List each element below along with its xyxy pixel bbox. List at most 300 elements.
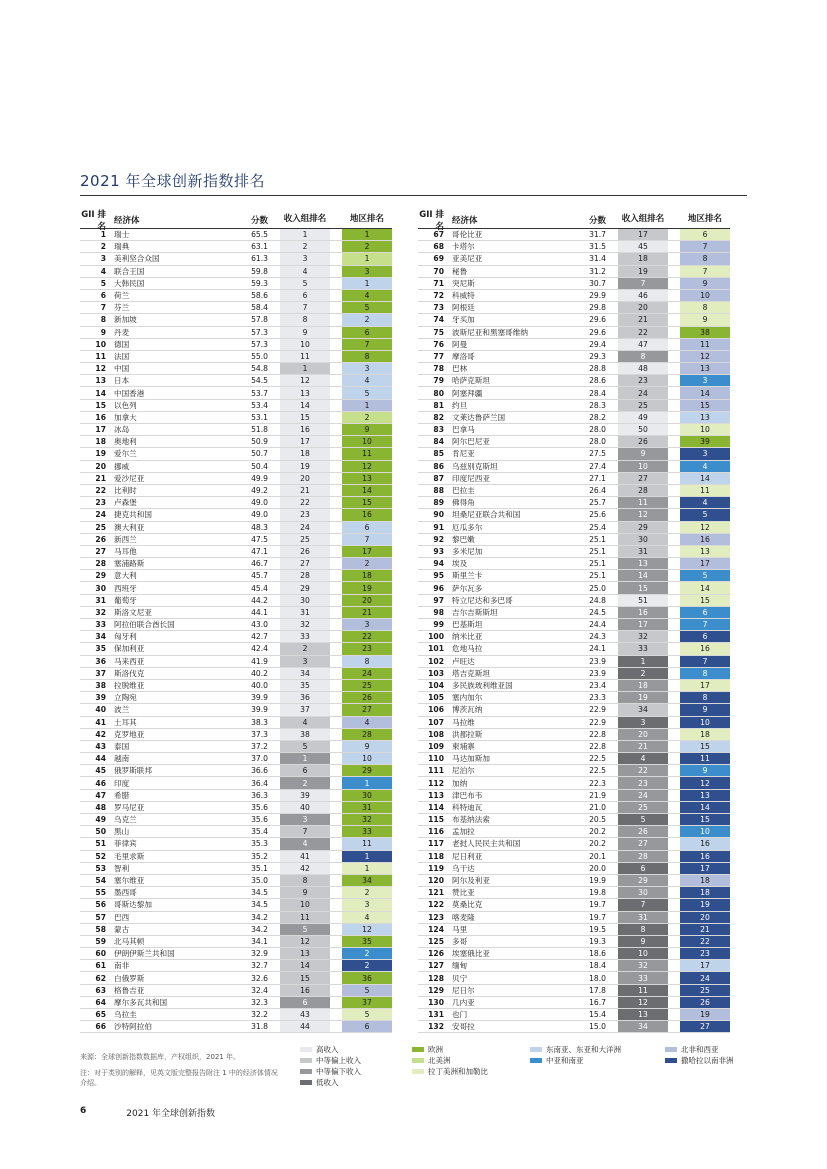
economy-cell: 坦桑尼亚联合共和国 — [452, 510, 521, 520]
region-rank-cell: 9 — [342, 424, 392, 435]
income-rank-cell: 26 — [280, 546, 330, 557]
region-rank-cell: 4 — [680, 497, 730, 508]
income-rank-cell: 1 — [280, 229, 330, 240]
legend-item — [665, 1055, 734, 1066]
score-cell: 58.4 — [251, 303, 268, 313]
rank-cell: 56 — [95, 900, 106, 910]
economy-cell: 葡萄牙 — [114, 595, 137, 605]
region-rank-cell: 15 — [680, 741, 730, 752]
rank-cell: 68 — [433, 242, 444, 252]
economy-cell: 新加坡 — [114, 315, 137, 325]
region-rank-cell: 24 — [680, 972, 730, 983]
score-cell: 35.2 — [251, 851, 268, 861]
rank-cell: 86 — [433, 461, 444, 471]
rank-cell: 66 — [95, 1022, 106, 1032]
table-row — [418, 887, 730, 899]
score-cell: 22.5 — [589, 766, 606, 776]
rank-cell: 18 — [95, 437, 106, 447]
income-rank-cell: 25 — [280, 534, 330, 545]
rank-cell: 109 — [428, 741, 444, 751]
region-rank-cell: 9 — [342, 741, 392, 752]
score-cell: 50.4 — [251, 461, 268, 471]
rank-cell: 61 — [95, 961, 106, 971]
economy-cell: 巴基斯坦 — [452, 620, 483, 630]
rank-cell: 58 — [95, 924, 106, 934]
table-row — [80, 266, 392, 278]
rank-cell: 105 — [428, 693, 444, 703]
economy-cell: 北马其顿 — [114, 936, 145, 946]
economy-cell: 摩洛哥 — [452, 351, 475, 361]
economy-cell: 法国 — [114, 351, 130, 361]
economy-cell: 尼日尔 — [452, 985, 475, 995]
table-row — [418, 290, 730, 302]
region-rank-cell: 29 — [342, 765, 392, 776]
region-rank-cell: 10 — [680, 424, 730, 435]
rank-cell: 132 — [428, 1022, 444, 1032]
rank-cell: 106 — [428, 705, 444, 715]
economy-cell: 尼日利亚 — [452, 851, 483, 861]
legend-label: 低收入 — [316, 1078, 339, 1087]
economy-cell: 约旦 — [452, 400, 468, 410]
region-rank-cell: 7 — [342, 339, 392, 350]
income-rank-cell: 33 — [618, 972, 668, 983]
economy-cell: 斯洛文尼亚 — [114, 607, 152, 617]
income-rank-cell: 14 — [280, 960, 330, 971]
legend-item — [412, 1055, 488, 1066]
region-rank-cell: 14 — [680, 582, 730, 593]
table-row — [418, 1021, 730, 1033]
region-rank-cell: 23 — [680, 948, 730, 959]
score-cell: 29.8 — [589, 303, 606, 313]
economy-cell: 纳米比亚 — [452, 632, 483, 642]
region-rank-cell: 3 — [342, 266, 392, 277]
rank-cell: 84 — [433, 437, 444, 447]
economy-cell: 乌克兰 — [114, 815, 137, 825]
rank-cell: 31 — [95, 595, 106, 605]
rank-cell: 8 — [100, 315, 106, 325]
region-rank-cell: 11 — [342, 838, 392, 849]
score-cell: 17.8 — [589, 985, 606, 995]
income-rank-cell: 42 — [280, 863, 330, 874]
income-rank-cell: 9 — [618, 936, 668, 947]
score-cell: 48.3 — [251, 522, 268, 532]
rank-cell: 6 — [100, 291, 106, 301]
economy-cell: 阿曼 — [452, 339, 468, 349]
income-rank-cell: 44 — [280, 1021, 330, 1032]
region-rank-cell: 4 — [680, 461, 730, 472]
table-row — [80, 863, 392, 875]
legend-swatch — [300, 1058, 312, 1063]
score-cell: 25.0 — [589, 583, 606, 593]
table-row — [80, 899, 392, 911]
rank-cell: 36 — [95, 656, 106, 666]
score-cell: 54.8 — [251, 364, 268, 374]
rank-cell: 70 — [433, 266, 444, 276]
region-rank-cell: 16 — [680, 838, 730, 849]
income-rank-cell: 7 — [618, 278, 668, 289]
income-rank-cell: 4 — [618, 753, 668, 764]
rank-cell: 17 — [95, 425, 106, 435]
economy-cell: 智利 — [114, 863, 130, 873]
table-row — [80, 912, 392, 924]
rank-cell: 96 — [433, 583, 444, 593]
income-rank-cell: 26 — [618, 436, 668, 447]
score-cell: 15.4 — [589, 1010, 606, 1020]
income-rank-cell: 2 — [280, 241, 330, 252]
score-cell: 53.4 — [251, 400, 268, 410]
income-rank-cell: 6 — [280, 290, 330, 301]
region-rank-cell: 11 — [680, 485, 730, 496]
income-rank-cell: 1 — [280, 753, 330, 764]
table-row — [80, 777, 392, 789]
income-rank-cell: 34 — [618, 1021, 668, 1032]
region-rank-cell: 4 — [342, 290, 392, 301]
region-rank-cell: 16 — [680, 643, 730, 654]
economy-cell: 芬兰 — [114, 303, 130, 313]
region-rank-cell: 10 — [680, 290, 730, 301]
table-row — [80, 448, 392, 460]
legend-label: 撒哈拉以南非洲 — [681, 1056, 734, 1065]
rank-cell: 12 — [95, 364, 106, 374]
score-cell: 49.0 — [251, 498, 268, 508]
table-row — [80, 729, 392, 741]
income-rank-cell: 39 — [280, 790, 330, 801]
economy-cell: 冰岛 — [114, 425, 130, 435]
economy-cell: 亚美尼亚 — [452, 254, 483, 264]
rank-cell: 55 — [95, 888, 106, 898]
region-rank-cell: 1 — [342, 229, 392, 240]
income-rank-cell: 7 — [280, 826, 330, 837]
income-rank-cell: 10 — [280, 339, 330, 350]
legend-label: 中亚和南亚 — [546, 1056, 584, 1065]
table-row — [418, 363, 730, 375]
rank-cell: 37 — [95, 668, 106, 678]
table-row — [418, 461, 730, 473]
economy-cell: 特立尼达和多巴哥 — [452, 595, 513, 605]
table-row — [80, 570, 392, 582]
income-rank-cell: 6 — [280, 997, 330, 1008]
page-footer — [80, 1106, 215, 1119]
income-rank-cell: 16 — [280, 985, 330, 996]
income-rank-cell: 5 — [280, 741, 330, 752]
income-rank-cell: 32 — [618, 960, 668, 971]
table-row — [80, 302, 392, 314]
income-rank-cell: 19 — [618, 266, 668, 277]
legend-item — [530, 1055, 621, 1066]
income-rank-cell: 33 — [618, 643, 668, 654]
region-rank-cell: 6 — [342, 1021, 392, 1032]
score-cell: 35.6 — [251, 802, 268, 812]
score-cell: 41.9 — [251, 656, 268, 666]
score-cell: 29.6 — [589, 315, 606, 325]
region-rank-cell: 11 — [680, 339, 730, 350]
economy-cell: 乌干达 — [452, 863, 475, 873]
rank-cell: 121 — [428, 888, 444, 898]
income-rank-cell: 1 — [280, 363, 330, 374]
rank-cell: 44 — [95, 754, 106, 764]
table-row — [80, 790, 392, 802]
table-row — [80, 497, 392, 509]
rank-cell: 21 — [95, 473, 106, 483]
score-cell: 19.7 — [589, 900, 606, 910]
table-row — [418, 717, 730, 729]
score-cell: 37.3 — [251, 729, 268, 739]
rank-cell: 111 — [428, 766, 444, 776]
table-row — [418, 387, 730, 399]
economy-cell: 哈萨克斯坦 — [452, 376, 490, 386]
table-row — [80, 643, 392, 655]
legend-swatch — [530, 1047, 542, 1052]
rank-cell: 131 — [428, 1010, 444, 1020]
rank-cell: 50 — [95, 827, 106, 837]
economy-cell: 塔吉克斯坦 — [452, 668, 490, 678]
economy-cell: 意大利 — [114, 571, 137, 581]
legend-swatch — [412, 1047, 424, 1052]
table-row — [418, 595, 730, 607]
economy-cell: 巴拉圭 — [452, 486, 475, 496]
income-rank-cell: 27 — [618, 838, 668, 849]
economy-cell: 阿根廷 — [452, 303, 475, 313]
score-cell: 28.0 — [589, 437, 606, 447]
table-row — [418, 668, 730, 680]
table-row — [80, 741, 392, 753]
region-rank-cell: 5 — [342, 985, 392, 996]
rank-cell: 67 — [433, 230, 444, 240]
rank-cell: 93 — [433, 546, 444, 556]
table-row — [80, 656, 392, 668]
score-cell: 65.5 — [251, 230, 268, 240]
economy-cell: 孟加拉 — [452, 827, 475, 837]
income-rank-cell: 12 — [618, 509, 668, 520]
score-cell: 49.2 — [251, 486, 268, 496]
economy-cell: 博茨瓦纳 — [452, 705, 483, 715]
region-rank-cell: 2 — [342, 241, 392, 252]
income-rank-cell: 13 — [618, 1009, 668, 1020]
rank-cell: 88 — [433, 486, 444, 496]
rank-cell: 83 — [433, 425, 444, 435]
economy-cell: 捷克共和国 — [114, 510, 152, 520]
income-rank-cell: 36 — [280, 692, 330, 703]
table-row — [418, 607, 730, 619]
table-row — [418, 436, 730, 448]
region-rank-cell: 10 — [342, 753, 392, 764]
rank-cell: 128 — [428, 973, 444, 983]
table-row — [418, 924, 730, 936]
income-rank-cell: 30 — [618, 887, 668, 898]
income-rank-cell: 11 — [618, 985, 668, 996]
income-rank-cell: 32 — [618, 631, 668, 642]
economy-cell: 布基纳法索 — [452, 815, 490, 825]
table-row — [80, 424, 392, 436]
table-row — [80, 363, 392, 375]
income-rank-cell: 3 — [618, 717, 668, 728]
legend-label: 高收入 — [316, 1045, 339, 1054]
region-rank-cell: 3 — [680, 375, 730, 386]
region-rank-cell: 5 — [342, 387, 392, 398]
region-rank-cell: 32 — [342, 814, 392, 825]
economy-cell: 马耳他 — [114, 546, 137, 556]
economy-cell: 土耳其 — [114, 717, 137, 727]
economy-cell: 多米尼加 — [452, 546, 483, 556]
economy-cell: 埃及 — [452, 559, 468, 569]
region-rank-cell: 15 — [680, 814, 730, 825]
table-row — [418, 680, 730, 692]
rank-cell: 122 — [428, 900, 444, 910]
economy-cell: 马拉维 — [452, 717, 475, 727]
score-cell: 22.9 — [589, 717, 606, 727]
table-row — [418, 509, 730, 521]
rank-cell: 72 — [433, 291, 444, 301]
economy-cell: 德国 — [114, 339, 130, 349]
income-rank-cell: 2 — [280, 777, 330, 788]
header-income: 收入组排名 — [621, 214, 665, 224]
rank-cell: 115 — [428, 815, 444, 825]
score-cell: 47.5 — [251, 534, 268, 544]
economy-cell: 津巴布韦 — [452, 790, 483, 800]
legend-region-3 — [665, 1044, 734, 1066]
score-cell: 29.9 — [589, 291, 606, 301]
table-row — [418, 753, 730, 765]
rank-cell: 71 — [433, 278, 444, 288]
economy-cell: 格鲁吉亚 — [114, 985, 145, 995]
income-rank-cell: 8 — [618, 351, 668, 362]
table-row — [80, 717, 392, 729]
rank-cell: 54 — [95, 876, 106, 886]
economy-cell: 以色列 — [114, 400, 137, 410]
economy-cell: 黎巴嫩 — [452, 534, 475, 544]
legend-label: 拉丁美洲和加勒比 — [428, 1067, 488, 1076]
income-rank-cell: 4 — [280, 266, 330, 277]
economy-cell: 南非 — [114, 961, 130, 971]
table-row — [80, 534, 392, 546]
rank-cell: 126 — [428, 949, 444, 959]
score-cell: 53.7 — [251, 388, 268, 398]
rank-cell: 124 — [428, 924, 444, 934]
legend-item — [300, 1077, 361, 1088]
region-rank-cell: 17 — [680, 960, 730, 971]
region-rank-cell: 3 — [342, 619, 392, 630]
table-row — [80, 387, 392, 399]
score-cell: 57.3 — [251, 327, 268, 337]
rank-cell: 45 — [95, 766, 106, 776]
region-rank-cell: 6 — [342, 327, 392, 338]
table-row — [418, 875, 730, 887]
table-row — [80, 351, 392, 363]
rank-cell: 73 — [433, 303, 444, 313]
economy-cell: 马里 — [452, 924, 468, 934]
income-rank-cell: 18 — [618, 680, 668, 691]
income-rank-cell: 8 — [280, 875, 330, 886]
economy-cell: 俄罗斯联邦 — [114, 766, 152, 776]
income-rank-cell: 12 — [618, 997, 668, 1008]
rank-cell: 82 — [433, 412, 444, 422]
income-rank-cell: 20 — [280, 473, 330, 484]
income-rank-cell: 31 — [280, 607, 330, 618]
table-row — [418, 802, 730, 814]
header-economy: 经济体 — [452, 216, 478, 226]
score-cell: 32.2 — [251, 1010, 268, 1020]
table-row — [80, 278, 392, 290]
economy-cell: 阿尔及利亚 — [452, 876, 490, 886]
income-rank-cell: 11 — [618, 497, 668, 508]
income-rank-cell: 20 — [618, 302, 668, 313]
score-cell: 31.7 — [589, 230, 606, 240]
table-row — [418, 546, 730, 558]
economy-cell: 老挝人民民主共和国 — [452, 839, 521, 849]
score-cell: 29.4 — [589, 339, 606, 349]
income-rank-cell: 25 — [618, 802, 668, 813]
table-row — [418, 729, 730, 741]
score-cell: 20.0 — [589, 863, 606, 873]
income-rank-cell: 13 — [280, 948, 330, 959]
title-rule — [80, 195, 747, 196]
table-row — [418, 912, 730, 924]
table-row — [418, 485, 730, 497]
income-rank-cell: 31 — [618, 546, 668, 557]
economy-cell: 喀麦隆 — [452, 912, 475, 922]
income-rank-cell: 22 — [618, 327, 668, 338]
income-rank-cell: 27 — [618, 473, 668, 484]
table-row — [418, 327, 730, 339]
region-rank-cell: 1 — [342, 400, 392, 411]
region-rank-cell: 13 — [680, 790, 730, 801]
economy-cell: 日本 — [114, 376, 130, 386]
rank-cell: 123 — [428, 912, 444, 922]
rank-cell: 62 — [95, 973, 106, 983]
score-cell: 39.9 — [251, 693, 268, 703]
table-row — [418, 558, 730, 570]
score-cell: 32.4 — [251, 985, 268, 995]
economy-cell: 泰国 — [114, 741, 130, 751]
region-rank-cell: 8 — [680, 302, 730, 313]
rank-cell: 3 — [100, 254, 106, 264]
legend-item — [665, 1044, 734, 1055]
economy-cell: 爱沙尼亚 — [114, 473, 145, 483]
income-rank-cell: 22 — [280, 497, 330, 508]
region-rank-cell: 21 — [342, 607, 392, 618]
region-rank-cell: 20 — [680, 912, 730, 923]
table-row — [418, 948, 730, 960]
header-rank: GII 排名 — [81, 210, 106, 232]
table-row — [80, 607, 392, 619]
income-rank-cell: 9 — [280, 887, 330, 898]
table-row — [80, 461, 392, 473]
score-cell: 18.0 — [589, 973, 606, 983]
rank-cell: 87 — [433, 473, 444, 483]
rank-cell: 40 — [95, 705, 106, 715]
economy-cell: 菲律宾 — [114, 839, 137, 849]
income-rank-cell: 12 — [280, 375, 330, 386]
score-cell: 35.1 — [251, 863, 268, 873]
table-row — [80, 582, 392, 594]
table-row — [80, 229, 392, 241]
score-cell: 35.4 — [251, 827, 268, 837]
table-row — [80, 314, 392, 326]
score-cell: 23.9 — [589, 656, 606, 666]
table-row — [80, 436, 392, 448]
income-rank-cell: 21 — [618, 741, 668, 752]
economy-cell: 巴林 — [452, 364, 468, 374]
table-row — [418, 582, 730, 594]
score-cell: 53.1 — [251, 412, 268, 422]
score-cell: 35.0 — [251, 876, 268, 886]
legend-swatch — [300, 1080, 312, 1085]
region-rank-cell: 22 — [342, 631, 392, 642]
score-cell: 32.3 — [251, 997, 268, 1007]
region-rank-cell: 3 — [680, 448, 730, 459]
economy-cell: 中国香港 — [114, 388, 145, 398]
income-rank-cell: 26 — [618, 826, 668, 837]
